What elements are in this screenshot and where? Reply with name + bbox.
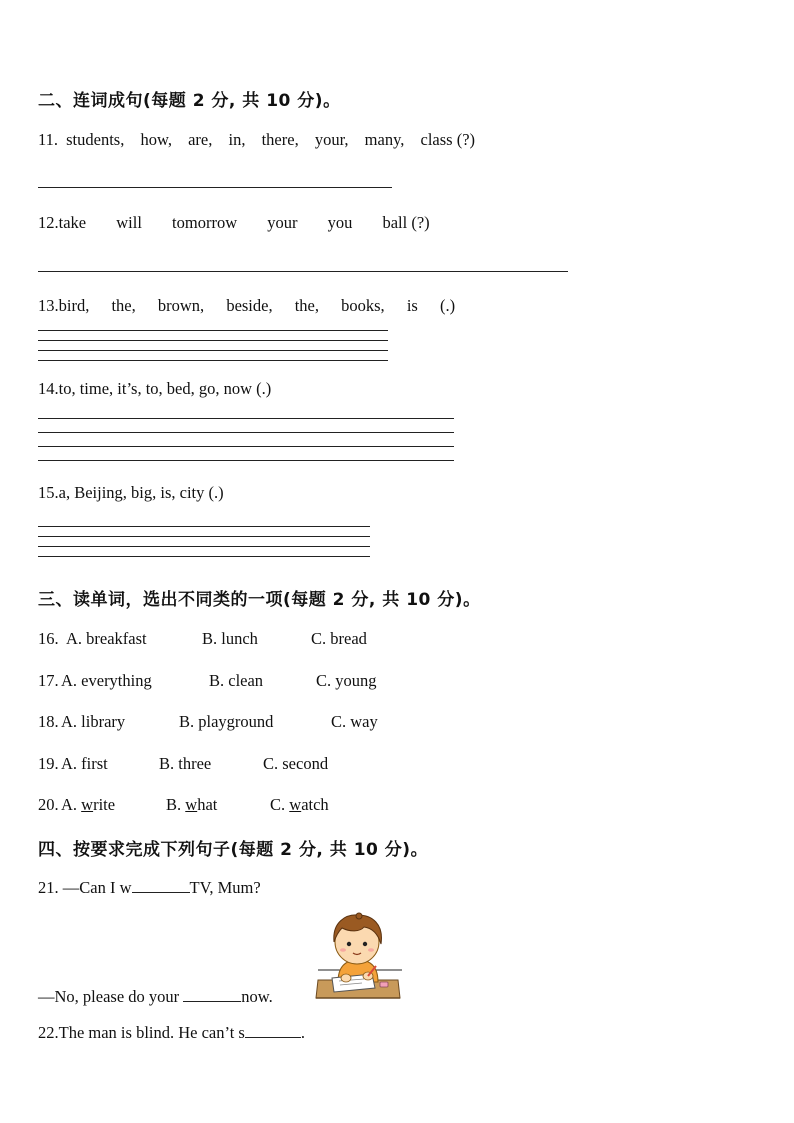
question-number: 16. (38, 629, 59, 648)
answer-line[interactable] (38, 340, 388, 341)
option-a[interactable]: A. first (61, 754, 108, 773)
option-letter: C. (270, 795, 290, 814)
answer-line[interactable] (38, 526, 370, 527)
question-14: 14.to, time, it’s, to, bed, go, now (.) (38, 379, 272, 398)
question-16 (38, 629, 438, 651)
answer-line[interactable] (38, 460, 454, 461)
question-text: now. (241, 987, 273, 1006)
option-letter: A. (61, 795, 82, 814)
word: (.) (439, 296, 456, 315)
word: there, (261, 130, 299, 149)
question-text: . (300, 1023, 305, 1042)
question-number: 13. (38, 296, 59, 315)
answer-line[interactable] (38, 360, 388, 361)
question-18 (38, 712, 438, 734)
option-a[interactable]: A. everything (61, 671, 152, 690)
word: in, (228, 130, 246, 149)
question-number: 20. (38, 795, 59, 814)
answer-line[interactable] (38, 536, 370, 537)
word: ball (?) (382, 213, 430, 232)
question-22 (38, 1023, 305, 1043)
question-number: 17. (38, 671, 59, 690)
word: are, (188, 130, 213, 149)
question-21-line-2 (38, 987, 273, 1007)
option-c[interactable]: C. young (316, 671, 377, 690)
section-3-title: 三、读单词，选出不同类的一项(每题 2 分, 共 10 分)。 (38, 590, 481, 610)
question-text: 21. —Can I w (38, 878, 132, 897)
question-12 (38, 213, 430, 233)
word: you (327, 213, 353, 232)
answer-line[interactable] (38, 418, 454, 419)
question-17 (38, 671, 438, 693)
underlined-letter: w (81, 795, 94, 814)
underlined-letter: w (289, 795, 302, 814)
word: is (406, 296, 418, 315)
question-13 (38, 296, 455, 316)
option-a[interactable] (61, 795, 115, 815)
word: students, (66, 130, 125, 149)
question-number: 18. (38, 712, 59, 731)
option-b[interactable]: B. playground (179, 712, 274, 731)
question-19 (38, 754, 438, 776)
word: books, (341, 296, 385, 315)
option-c[interactable] (270, 795, 329, 815)
option-b[interactable]: B. lunch (202, 629, 258, 648)
question-15: 15.a, Beijing, big, is, city (.) (38, 483, 224, 502)
option-a[interactable]: A. library (61, 712, 126, 731)
question-21-line-1 (38, 878, 261, 898)
section-2-title: 二、连词成句(每题 2 分, 共 10 分)。 (38, 91, 341, 111)
word: the, (294, 296, 320, 315)
boy-writing-illustration (312, 912, 404, 1004)
fill-blank[interactable] (132, 878, 190, 893)
question-text: —No, please do your (38, 987, 184, 1006)
question-text: TV, Mum? (189, 878, 261, 897)
option-b[interactable]: B. three (159, 754, 212, 773)
fill-blank[interactable] (183, 987, 241, 1002)
option-b[interactable] (166, 795, 217, 815)
option-rest: atch (301, 795, 329, 814)
answer-line[interactable] (38, 546, 370, 547)
question-number: 11. (38, 130, 59, 149)
word: your (267, 213, 298, 232)
option-c[interactable]: C. way (331, 712, 378, 731)
option-b[interactable]: B. clean (209, 671, 264, 690)
answer-line[interactable] (38, 187, 392, 188)
word: take (58, 213, 87, 232)
question-11 (38, 130, 475, 150)
answer-line[interactable] (38, 350, 388, 351)
word: beside, (226, 296, 273, 315)
answer-line[interactable] (38, 446, 454, 447)
word: will (116, 213, 142, 232)
section-4-title: 四、按要求完成下列句子(每题 2 分, 共 10 分)。 (38, 840, 429, 860)
underlined-letter: w (185, 795, 198, 814)
fill-blank[interactable] (245, 1023, 301, 1038)
option-c[interactable]: C. bread (311, 629, 367, 648)
word: bird, (58, 296, 90, 315)
word: class (?) (420, 130, 476, 149)
word: how, (140, 130, 172, 149)
word: tomorrow (172, 213, 238, 232)
question-20 (38, 795, 438, 817)
answer-line[interactable] (38, 271, 568, 272)
word: the, (111, 296, 136, 315)
answer-line[interactable] (38, 556, 370, 557)
option-letter: B. (166, 795, 186, 814)
option-c[interactable]: C. second (263, 754, 329, 773)
option-a[interactable]: A. breakfast (66, 629, 147, 648)
option-rest: rite (93, 795, 116, 814)
word: many, (364, 130, 405, 149)
answer-line[interactable] (38, 432, 454, 433)
word: brown, (157, 296, 205, 315)
answer-line[interactable] (38, 330, 388, 331)
option-rest: hat (197, 795, 218, 814)
word: your, (314, 130, 349, 149)
question-text: 22.The man is blind. He can’t s (38, 1023, 245, 1042)
question-number: 12. (38, 213, 59, 232)
question-number: 19. (38, 754, 59, 773)
